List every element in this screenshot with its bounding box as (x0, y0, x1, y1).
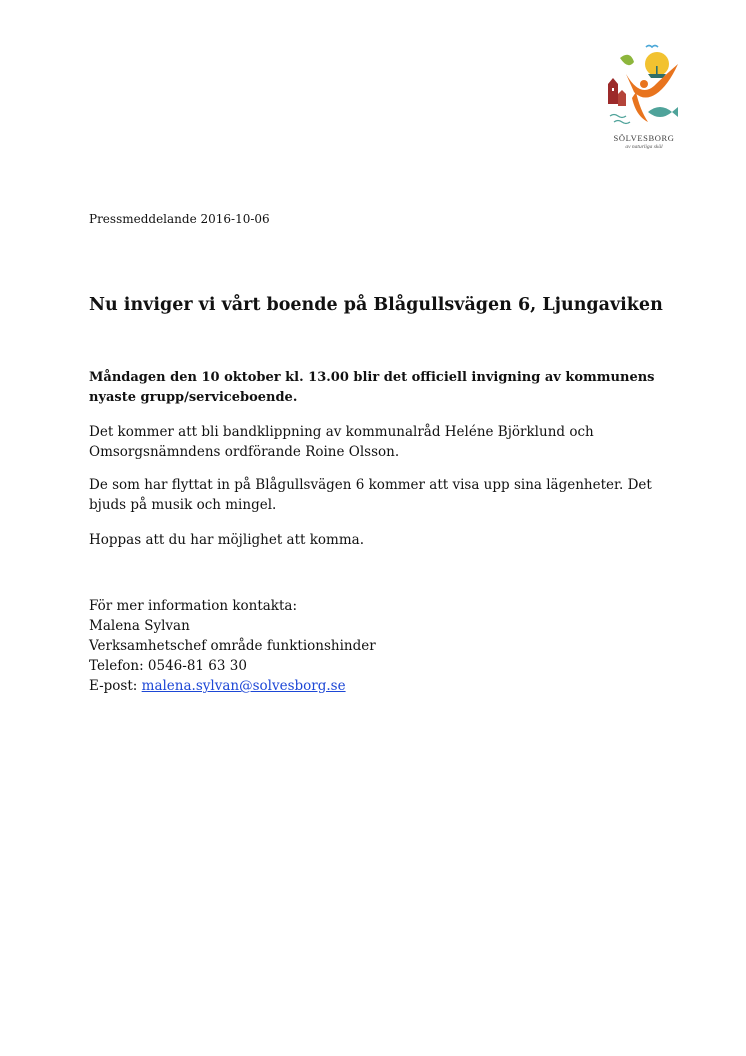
contact-email-line (89, 676, 376, 696)
email-label: E-post: (89, 678, 142, 694)
email-link[interactable]: malena.sylvan@solvesborg.se (141, 678, 346, 694)
contact-block (89, 596, 376, 696)
page-title: Nu inviger vi vårt boende på Blågullsvägen 6, Ljungaviken (89, 295, 663, 315)
press-release-date: Pressmeddelande 2016-10-06 (89, 212, 270, 226)
logo-tagline: av naturliga skäl (625, 144, 663, 150)
contact-intro: För mer information kontakta: (89, 598, 298, 614)
body-paragraph: Hoppas att du har möjlighet att komma. (89, 532, 364, 548)
municipality-logo (600, 40, 688, 160)
contact-role: Verksamhetschef område funktionshinder (89, 638, 376, 654)
logo-name: SÖLVESBORG (613, 133, 675, 143)
body-paragraph: De som har flyttat in på Blågullsvägen 6 kommer att visa upp sina lägenheter. Det bjuds på musik och mingel. (89, 477, 652, 513)
contact-phone: Telefon: 0546-81 63 30 (89, 658, 247, 674)
lead-paragraph: Måndagen den 10 oktober kl. 13.00 blir det officiell invigning av kommunens nyaste grupp/serviceboende. (89, 370, 655, 405)
solvesborg-logo-icon (600, 40, 688, 132)
body-paragraph: Det kommer att bli bandklippning av kommunalråd Heléne Björklund och Omsorgsnämndens ordförande Roine Olsson. (89, 424, 594, 460)
contact-name: Malena Sylvan (89, 618, 190, 634)
